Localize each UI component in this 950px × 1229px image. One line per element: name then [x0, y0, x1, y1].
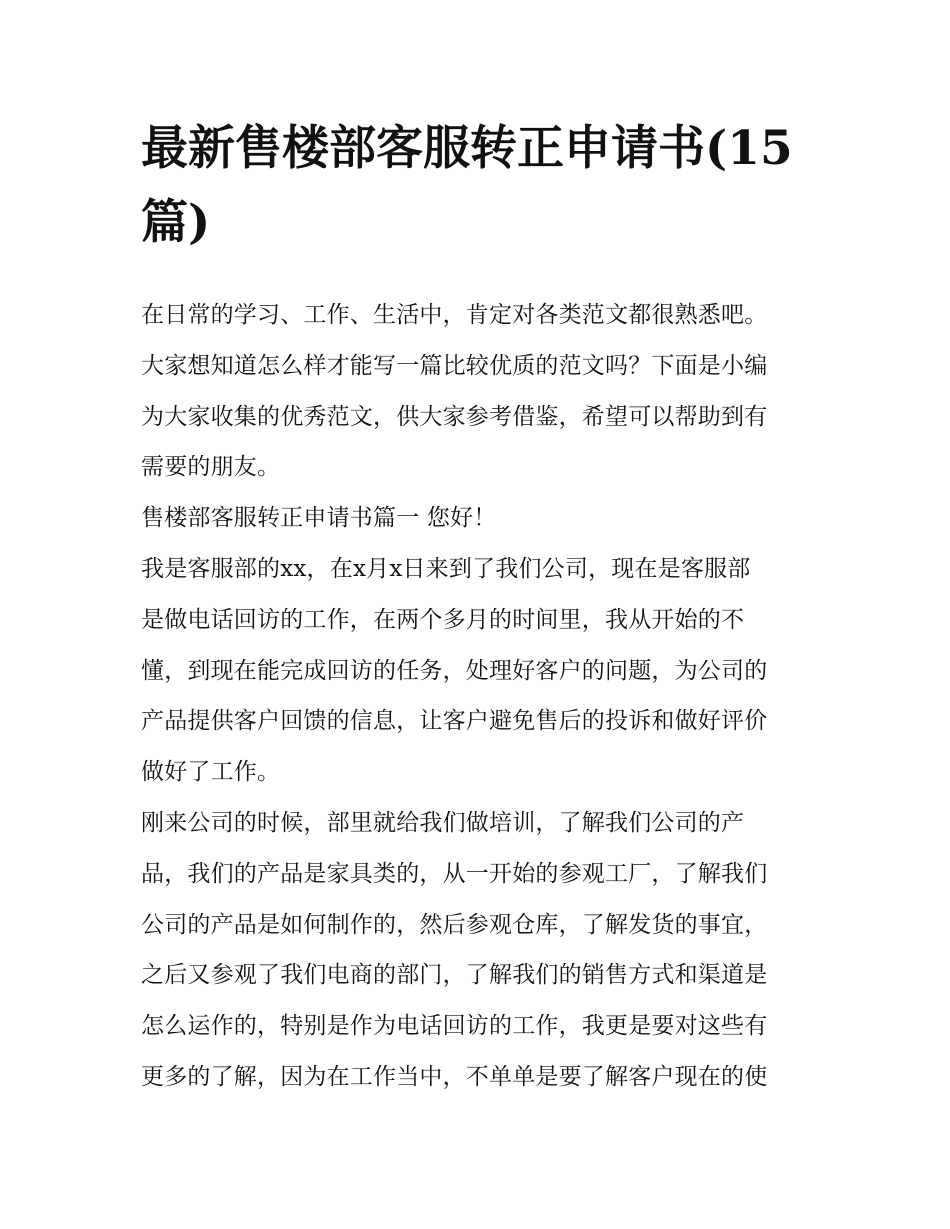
document-title [141, 112, 817, 260]
text-line: 大家想知道怎么样才能写一篇比较优质的范文吗？下面是小编 [141, 352, 768, 379]
body-paragraph-2 [141, 798, 817, 1103]
text-line: 品，我们的产品是家具类的，从一开始的参观工厂，了解我们 [141, 860, 768, 887]
title-line: 篇) [141, 195, 211, 250]
title-line: 最新售楼部客服转正申请书(15 [141, 121, 793, 176]
text-line: 我是客服部的xx，在x月x日来到了我们公司，现在是客服部 [141, 555, 751, 582]
text-line: 做好了工作。 [141, 759, 281, 786]
text-line: 更多的了解，因为在工作当中，不单单是要了解客户现在的使 [141, 1063, 768, 1090]
text-line: 刚来公司的时候，部里就给我们做培训，了解我们公司的产 [141, 809, 745, 836]
intro-paragraph [141, 290, 817, 493]
text-line: 是做电话回访的工作，在两个多月的时间里，我从开始的不 [141, 606, 745, 633]
text-line: 之后又参观了我们电商的部门，了解我们的销售方式和渠道是 [141, 962, 768, 989]
text-line: 售楼部客服转正申请书篇一 您好！ [141, 505, 497, 532]
text-line: 在日常的学习、工作、生活中，肯定对各类范文都很熟悉吧。 [141, 302, 768, 328]
text-line: 公司的产品是如何制作的，然后参观仓库，了解发货的事宜， [141, 911, 768, 938]
document-body [141, 112, 817, 1103]
text-line: 怎么运作的，特别是作为电话回访的工作，我更是要对这些有 [141, 1013, 768, 1040]
text-line: 产品提供客户回馈的信息，让客户避免售后的投诉和做好评价 [141, 708, 768, 735]
body-paragraph-1 [141, 544, 817, 798]
text-line: 需要的朋友。 [141, 454, 281, 481]
text-line: 为大家收集的优秀范文，供大家参考借鉴，希望可以帮助到有 [141, 403, 768, 430]
section-heading [141, 493, 817, 544]
text-line: 懂，到现在能完成回访的任务，处理好客户的问题，为公司的 [141, 657, 768, 684]
